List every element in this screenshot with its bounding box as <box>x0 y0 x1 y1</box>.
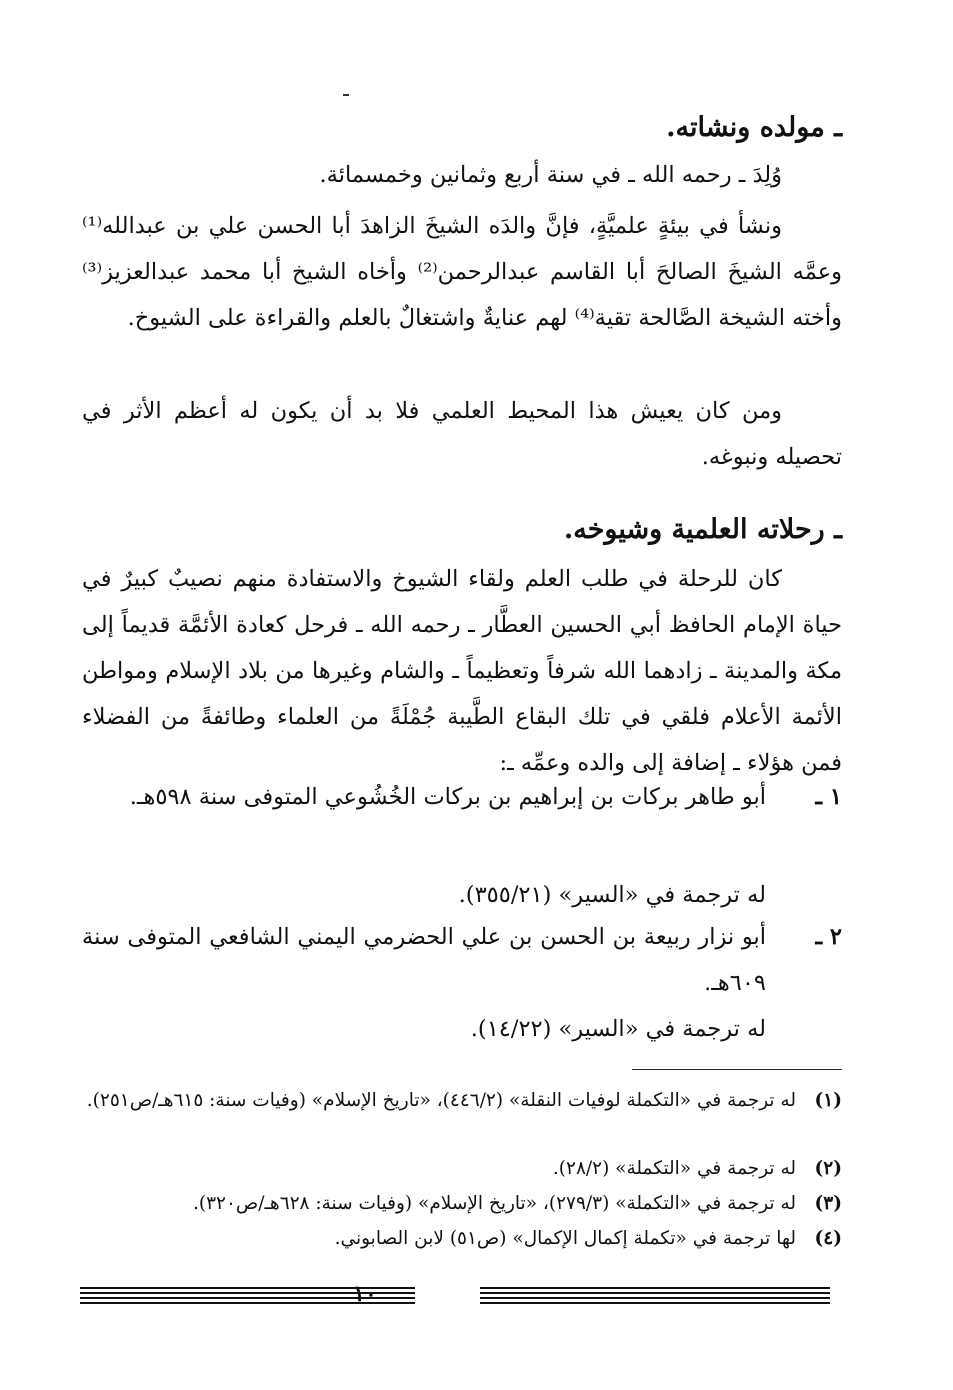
footnote-number: (٢) <box>814 1158 842 1179</box>
section-heading-birth: ـ مولده ونشاته. <box>666 112 842 143</box>
footnote <box>82 1187 842 1221</box>
footnote-number: (٤) <box>814 1228 842 1249</box>
footnote-text: له ترجمة في «التكملة» (٢٨/٢). <box>552 1158 796 1179</box>
list-item-text: أبو نزار ربيعة بن الحسن بن علي الحضرمي اليمني الشافعي المتوفى سنة ٦٠٩هـ. <box>82 924 766 996</box>
list-item-reference: له ترجمة في «السير» (٣٥٥/٢١). <box>458 882 766 908</box>
page-number: ١٠ <box>353 1281 377 1307</box>
footnote-text: لها ترجمة في «تكملة إكمال الإكمال» (ص٥١) لابن الصابوني. <box>334 1228 796 1249</box>
footnote-number: (٣) <box>814 1193 842 1214</box>
list-item-number: ٢ ـ <box>815 924 842 950</box>
list-item-reference: له ترجمة في «السير» (١٤/٢٢). <box>470 1016 766 1042</box>
list-item-number: ١ ـ <box>815 784 842 810</box>
footnote-separator <box>632 1069 842 1070</box>
footnote <box>82 1084 842 1118</box>
footnote-number: (١) <box>814 1090 842 1111</box>
paragraph-birth: وُلِدَ ـ رحمه الله ـ في سنة أربع وثمانين وخمسمائة. <box>319 162 782 188</box>
footnote-text: له ترجمة في «التكملة» (٢٧٩/٣)، «تاريخ الإسلام» (وفيات سنة: ٦٢٨هـ/ص٣٢٠). <box>192 1193 796 1214</box>
footnote <box>82 1152 842 1186</box>
footer-rule-right <box>480 1287 830 1307</box>
list-item <box>82 774 842 908</box>
paragraph-upbringing: ونشأ في بيئةٍ علميَّةٍ، فإنَّ والدَه الشيخَ الزاهدَ أبا الحسن علي بن عبدالله⁽¹⁾ وعمَّه الشيخَ الصالحَ أبا القاسم عبدالرحمن⁽²⁾ وأخاه الشيخ أبا محمد عبدالعزيز⁽³⁾ وأخته الشيخة الصَّالحة تقية⁽⁴⁾ لهم عنايةٌ واشتغالٌ بالعلم والقراءة على الشيوخ. <box>82 213 842 331</box>
paragraph-travels: كان للرحلة في طلب العلم ولقاء الشيوخ والاستفادة منهم نصيبٌ كبيرٌ في حياة الإمام الحافظ أبي الحسين العطَّار ـ رحمه الله ـ فرحل كعادة الأئمَّة قديماً إلى مكة والمدينة ـ زادهما الله شرفاً وتعظيماً ـ والشام وغيرها من بلاد الإسلام ومواطن الأئمة الأعلام فلقي في تلك البقاع الطَّيبة جُمْلَةً من العلماء وطائفةً من الفضلاء فمن هؤلاء ـ إضافة إلى والده وعمِّه ـ: <box>82 566 842 776</box>
stray-mark <box>343 94 349 96</box>
list-item <box>82 914 842 1042</box>
footnote-text: له ترجمة في «التكملة لوفيات النقلة» (٤٤٦/٢)، «تاريخ الإسلام» (وفيات سنة: ٦١٥هـ/ص٢٥١). <box>86 1090 796 1111</box>
section-heading-travels: ـ رحلاته العلمية وشيوخه. <box>563 514 842 545</box>
footnote <box>82 1222 842 1256</box>
paragraph-environment: ومن كان يعيش هذا المحيط العلمي فلا بد أن يكون له أعظم الأثر في تحصيله ونبوغه. <box>82 398 842 470</box>
list-item-text: أبو طاهر بركات بن إبراهيم بن بركات الخُشُوعي المتوفى سنة ٥٩٨هـ. <box>129 784 766 810</box>
book-page <box>82 0 842 1390</box>
